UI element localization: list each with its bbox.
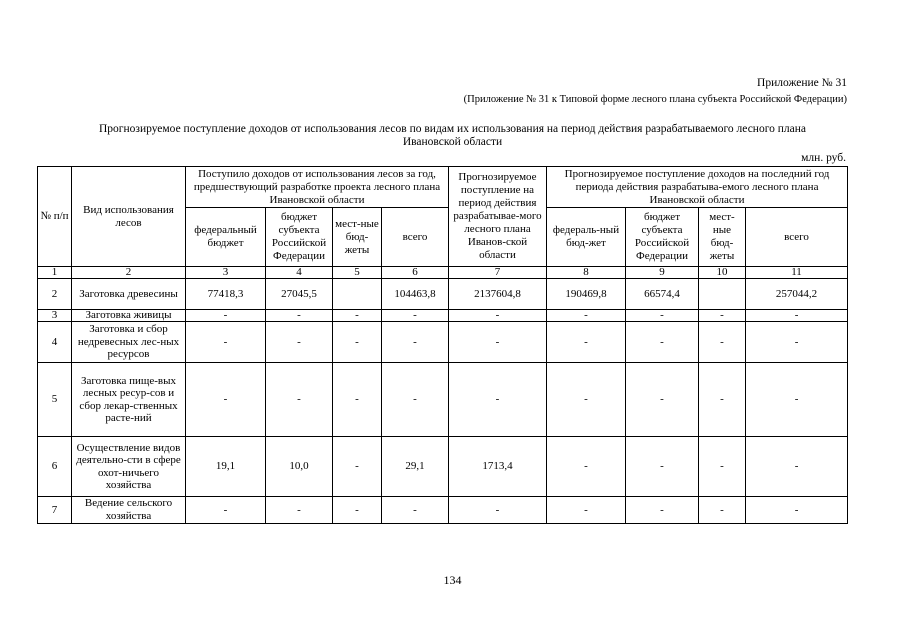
header-prev-local: мест-ные бюд-жеты <box>333 208 382 267</box>
column-number: 1 <box>38 267 72 279</box>
cell-value: 29,1 <box>382 437 449 497</box>
column-number: 7 <box>449 267 547 279</box>
header-prev-subject: бюджет субъекта Российской Федерации <box>266 208 333 267</box>
cell-value: - <box>699 322 746 363</box>
column-number: 5 <box>333 267 382 279</box>
cell-value: - <box>547 310 626 322</box>
cell-value: - <box>547 437 626 497</box>
cell-value: - <box>626 322 699 363</box>
annex-reference: (Приложение № 31 к Типовой форме лесного плана субъекта Российской Федерации) <box>463 94 847 105</box>
cell-value: - <box>266 322 333 363</box>
column-number: 2 <box>72 267 186 279</box>
table-row <box>38 497 848 524</box>
row-number: 2 <box>38 279 72 310</box>
cell-value: - <box>333 437 382 497</box>
row-number: 6 <box>38 437 72 497</box>
table-row <box>38 310 848 322</box>
cell-value: - <box>449 322 547 363</box>
cell-value: - <box>449 497 547 524</box>
cell-value: - <box>333 322 382 363</box>
cell-value: - <box>626 497 699 524</box>
cell-value: - <box>266 363 333 437</box>
row-number: 7 <box>38 497 72 524</box>
cell-value: - <box>449 363 547 437</box>
cell-value: - <box>186 363 266 437</box>
cell-value: - <box>626 310 699 322</box>
cell-value <box>333 279 382 310</box>
cell-value: - <box>382 497 449 524</box>
cell-value: - <box>382 322 449 363</box>
row-usage-type: Заготовка и сбор недревесных лес-ных ресурсов <box>72 322 186 363</box>
cell-value: - <box>699 497 746 524</box>
cell-value: 257044,2 <box>746 279 848 310</box>
column-number: 6 <box>382 267 449 279</box>
header-group-prev-year: Поступило доходов от использования лесов за год, предшествующий разработке проекта лесного плана Ивановской области <box>186 167 449 208</box>
cell-value: - <box>746 322 848 363</box>
row-usage-type: Заготовка древесины <box>72 279 186 310</box>
column-number: 10 <box>699 267 746 279</box>
cell-value <box>699 279 746 310</box>
cell-value: - <box>746 437 848 497</box>
row-usage-type: Ведение сельского хозяйства <box>72 497 186 524</box>
cell-value: 66574,4 <box>626 279 699 310</box>
cell-value: - <box>186 310 266 322</box>
units-label: млн. руб. <box>801 152 846 164</box>
table-row <box>38 437 848 497</box>
row-usage-type: Заготовка живицы <box>72 310 186 322</box>
income-forecast-table <box>37 166 848 524</box>
header-prev-total: всего <box>382 208 449 267</box>
header-last-federal: федераль-ный бюд-жет <box>547 208 626 267</box>
column-number: 11 <box>746 267 848 279</box>
table-row <box>38 279 848 310</box>
cell-value: 2137604,8 <box>449 279 547 310</box>
header-no: № п/п <box>38 167 72 267</box>
header-last-local: мест-ные бюд-жеты <box>699 208 746 267</box>
header-row-groups <box>38 167 848 208</box>
cell-value: - <box>333 497 382 524</box>
cell-value: - <box>186 322 266 363</box>
row-number: 4 <box>38 322 72 363</box>
header-prev-federal: федеральный бюджет <box>186 208 266 267</box>
header-last-subject: бюджет субъекта Российской Федерации <box>626 208 699 267</box>
column-number: 4 <box>266 267 333 279</box>
annex-number: Приложение № 31 <box>757 77 847 89</box>
cell-value: - <box>746 310 848 322</box>
column-number: 9 <box>626 267 699 279</box>
column-number-row <box>38 267 848 279</box>
cell-value: - <box>333 363 382 437</box>
cell-value: - <box>626 437 699 497</box>
row-usage-type: Осуществление видов деятельно-сти в сфере охот-ничьего хозяйства <box>72 437 186 497</box>
header-group-last-year: Прогнозируемое поступление доходов на последний год периода действия разрабатыва-емого лесного плана Ивановской области <box>547 167 848 208</box>
cell-value: - <box>699 363 746 437</box>
cell-value: - <box>186 497 266 524</box>
cell-value: - <box>547 322 626 363</box>
row-usage-type: Заготовка пище-вых лесных ресур-сов и сбор лекар-ственных расте-ний <box>72 363 186 437</box>
table-row <box>38 363 848 437</box>
header-last-total: всего <box>746 208 848 267</box>
cell-value: 1713,4 <box>449 437 547 497</box>
column-number: 3 <box>186 267 266 279</box>
cell-value: - <box>746 363 848 437</box>
cell-value: - <box>547 497 626 524</box>
cell-value: 190469,8 <box>547 279 626 310</box>
cell-value: - <box>626 363 699 437</box>
cell-value: 19,1 <box>186 437 266 497</box>
header-group-forecast: Прогнозируемое поступление на период действия разрабатывае-мого лесного плана Иванов-ской области <box>449 167 547 267</box>
cell-value: 27045,5 <box>266 279 333 310</box>
cell-value: - <box>699 310 746 322</box>
table-row <box>38 322 848 363</box>
cell-value: - <box>382 310 449 322</box>
cell-value: - <box>266 310 333 322</box>
cell-value: - <box>449 310 547 322</box>
row-number: 5 <box>38 363 72 437</box>
document-title: Прогнозируемое поступление доходов от использования лесов по видам их использования на период действия разрабатываемого лесного плана Ивановской области <box>98 123 807 148</box>
header-vid: Вид использования лесов <box>72 167 186 267</box>
cell-value: 10,0 <box>266 437 333 497</box>
cell-value: - <box>746 497 848 524</box>
cell-value: - <box>699 437 746 497</box>
cell-value: - <box>382 363 449 437</box>
cell-value: - <box>333 310 382 322</box>
cell-value: 77418,3 <box>186 279 266 310</box>
page-number: 134 <box>443 573 462 587</box>
cell-value: - <box>266 497 333 524</box>
row-number: 3 <box>38 310 72 322</box>
cell-value: - <box>547 363 626 437</box>
cell-value: 104463,8 <box>382 279 449 310</box>
column-number: 8 <box>547 267 626 279</box>
